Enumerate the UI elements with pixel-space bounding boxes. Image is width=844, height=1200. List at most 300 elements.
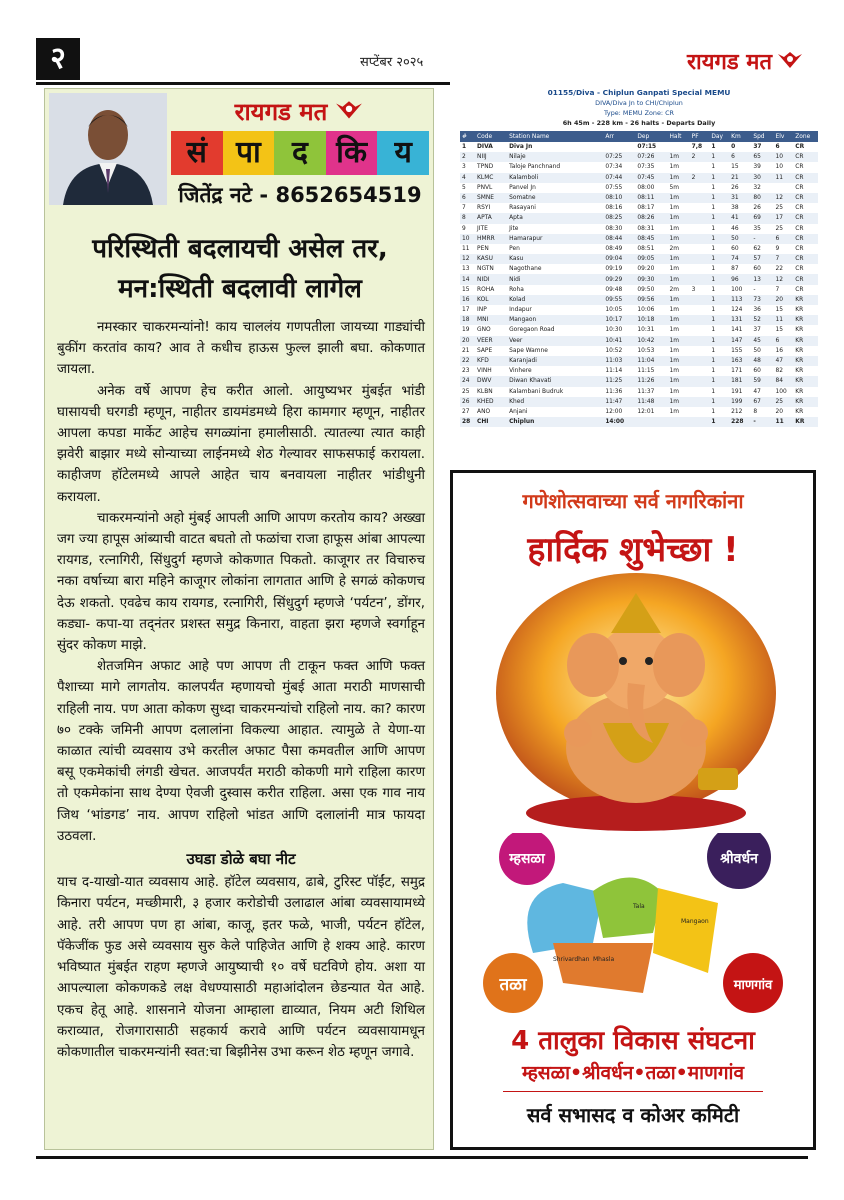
table-cell: 20	[775, 408, 784, 415]
table-cell: SAPE	[477, 347, 493, 354]
table-cell: 39	[753, 164, 761, 171]
table-cell: 141	[731, 327, 743, 334]
table-cell: CR	[795, 245, 804, 252]
table-cell: KR	[795, 368, 804, 375]
table-cell: MNI	[475, 315, 507, 325]
table-cell: CR	[795, 144, 805, 151]
table-cell: Apta	[507, 213, 603, 223]
table-cell	[690, 397, 710, 407]
table-cell: 1m	[669, 368, 679, 375]
table-cell: 32	[753, 184, 761, 191]
table-row	[460, 162, 818, 172]
table-cell: 2m	[669, 245, 679, 252]
table-cell: 5m	[669, 184, 679, 191]
table-cell: -	[753, 286, 756, 293]
table-cell: KR	[793, 376, 818, 386]
table-cell: 1	[709, 173, 729, 183]
table-cell: 11:47	[603, 397, 635, 407]
table-cell: 1m	[667, 152, 689, 162]
table-cell	[690, 366, 710, 376]
table-cell: 36	[753, 307, 761, 314]
table-cell: KFD	[475, 356, 507, 366]
table-cell: 20	[460, 336, 475, 346]
table-cell: 2	[690, 173, 710, 183]
table-cell: 60	[753, 266, 761, 273]
table-cell: 1	[709, 376, 729, 386]
section-letter-5: य	[377, 131, 429, 175]
bubble-tala: तळा	[499, 975, 527, 995]
table-cell: VEER	[475, 336, 507, 346]
table-cell: 171	[731, 368, 743, 375]
table-cell: 100	[731, 286, 743, 293]
table-cell: 1m	[667, 274, 689, 284]
table-cell: 1m	[669, 347, 679, 354]
ganesha-illustration	[483, 573, 789, 833]
table-cell: 1	[709, 295, 729, 305]
table-cell: HMRR	[475, 234, 507, 244]
table-cell: SMNE	[475, 193, 507, 203]
table-cell: CR	[793, 193, 818, 203]
table-cell: Pen	[509, 245, 520, 252]
table-cell: Panvel Jn	[509, 184, 536, 191]
table-cell: Taloje Panchnand	[509, 164, 561, 171]
table-cell: 1m	[669, 225, 679, 232]
table-cell: 12:01	[637, 408, 655, 415]
table-cell: CR	[793, 152, 818, 162]
table-cell: 1	[709, 213, 729, 223]
table-cell: Nilaje	[507, 152, 603, 162]
table-cell: 1	[709, 254, 729, 264]
table-row	[460, 295, 818, 305]
table-cell: 48	[751, 356, 773, 366]
table-cell: 10:41	[603, 336, 635, 346]
table-cell: Veer	[507, 336, 603, 346]
table-cell: 41	[729, 213, 751, 223]
ad-organization: 4 तालुका विकास संघटना	[511, 1026, 755, 1056]
table-cell: PEN	[477, 245, 489, 252]
table-cell	[690, 254, 710, 264]
table-cell: 60	[753, 368, 761, 375]
table-cell: ROHA	[477, 286, 495, 293]
table-cell: 199	[729, 397, 751, 407]
table-cell: 07:25	[603, 152, 635, 162]
table-cell	[690, 224, 710, 234]
section-title-blocks	[171, 131, 429, 175]
table-cell: RSYI	[477, 205, 491, 212]
table-cell: 10	[775, 164, 784, 171]
table-cell: 08:51	[637, 245, 655, 252]
table-cell	[603, 142, 635, 152]
table-cell: 10:18	[635, 315, 667, 325]
bubble-mangaon: माणगांव	[733, 978, 773, 993]
table-cell: Mangaon	[507, 315, 603, 325]
table-cell: 50	[729, 234, 751, 244]
table-cell: 50	[753, 347, 761, 354]
table-cell: 1	[711, 144, 716, 151]
table-cell: 11	[774, 417, 794, 427]
table-cell: 73	[751, 295, 773, 305]
table-cell: KLMC	[475, 173, 507, 183]
timetable-title: 01155/Diva - Chiplun Ganpati Special MEMU	[547, 88, 731, 97]
table-cell: 09:55	[603, 295, 635, 305]
table-row	[460, 397, 818, 407]
table-cell: Hamarapur	[507, 234, 603, 244]
table-cell: 11:37	[637, 388, 655, 395]
table-cell: Rasayani	[509, 205, 536, 212]
section-letter-4: कि	[326, 131, 378, 175]
table-cell: 1	[711, 245, 716, 252]
table-cell: KR	[795, 347, 804, 354]
table-cell: 1	[709, 315, 729, 325]
table-cell: 24	[460, 376, 475, 386]
ad-greeting: गणेशोत्सवाच्या सर्व नागरिकांना	[522, 489, 744, 513]
table-cell: 17	[462, 307, 470, 314]
table-cell	[690, 346, 710, 356]
table-cell: NIDI	[475, 274, 507, 284]
table-cell: 2	[460, 152, 475, 162]
table-cell: 19	[462, 327, 470, 334]
table-cell	[690, 407, 710, 417]
timetable-type-zone: Type: MEMU Zone: CR	[604, 109, 674, 117]
table-cell: 28	[460, 417, 475, 427]
table-cell: 5	[462, 184, 466, 191]
table-cell: 100	[775, 388, 787, 395]
table-cell: 11:04	[635, 356, 667, 366]
table-cell: 1	[709, 397, 729, 407]
table-row	[460, 152, 818, 162]
table-cell: 69	[751, 213, 773, 223]
table-row	[460, 224, 818, 234]
table-cell: CR	[793, 234, 818, 244]
table-cell: 12:00	[605, 408, 623, 415]
table-cell: 10	[774, 152, 794, 162]
table-cell: 62	[753, 245, 761, 252]
table-cell: 84	[774, 376, 794, 386]
table-cell: DWV	[475, 376, 507, 386]
table-cell: 22	[775, 266, 784, 273]
footer-rule	[36, 1156, 808, 1159]
table-cell: 11:36	[605, 388, 623, 395]
column-header: Zone	[793, 131, 818, 142]
table-cell	[690, 305, 710, 315]
table-row	[460, 356, 818, 366]
table-cell: 1	[711, 164, 716, 171]
map-label-tala: Tala	[633, 903, 645, 910]
table-cell: 7	[775, 286, 780, 293]
table-cell: KR	[793, 336, 818, 346]
table-cell: 9	[775, 245, 780, 252]
table-cell: 1	[709, 356, 729, 366]
table-cell: CR	[793, 173, 818, 183]
table-cell: 12	[774, 193, 794, 203]
table-cell: Goregaon Road	[509, 327, 555, 334]
table-cell: KASU	[475, 254, 507, 264]
table-cell: 07:15	[637, 144, 657, 151]
table-cell: 10:30	[605, 327, 623, 334]
table-cell: JITE	[477, 225, 488, 232]
table-body	[460, 142, 818, 427]
table-cell	[690, 193, 710, 203]
table-cell: 1	[711, 225, 716, 232]
table-cell: 52	[751, 315, 773, 325]
table-cell: 12	[460, 254, 475, 264]
table-cell: CR	[793, 274, 818, 284]
table-cell	[690, 417, 710, 427]
table-cell	[690, 356, 710, 366]
table-cell	[690, 213, 710, 223]
table-cell: 10:06	[637, 307, 655, 314]
table-cell: 3	[691, 286, 696, 293]
table-cell	[690, 336, 710, 346]
table-cell: CR	[795, 286, 804, 293]
column-header: Spd	[751, 131, 773, 142]
column-header: Dep	[635, 131, 667, 142]
table-cell: 25	[775, 225, 784, 232]
table-cell: 1	[462, 144, 467, 151]
table-cell: GNO	[477, 327, 491, 334]
table-cell: KOL	[475, 295, 507, 305]
table-cell: Kalambani Budruk	[509, 388, 564, 395]
table-cell: 18	[460, 315, 475, 325]
table-cell: 1m	[669, 408, 679, 415]
table-cell: 57	[751, 254, 773, 264]
table-cell: 22	[460, 356, 475, 366]
table-cell: CR	[795, 225, 804, 232]
table-cell: 67	[751, 397, 773, 407]
table-cell: 1	[711, 368, 716, 375]
table-cell: Khed	[507, 397, 603, 407]
table-cell: 59	[751, 376, 773, 386]
table-cell: 10:52	[605, 347, 623, 354]
editorial-column	[44, 88, 434, 1150]
table-cell: 26	[753, 205, 761, 212]
column-header: PF	[690, 131, 710, 142]
eagle-logo-icon	[333, 97, 365, 125]
section-letter-1: सं	[171, 131, 223, 175]
table-cell: 1	[709, 417, 729, 427]
table-cell	[667, 142, 689, 152]
table-cell: CR	[793, 254, 818, 264]
table-cell: 131	[729, 315, 751, 325]
editorial-article	[57, 317, 425, 1063]
table-cell: CR	[795, 266, 804, 273]
table-cell: CR	[795, 164, 804, 171]
table-cell: TPND	[477, 164, 494, 171]
table-cell: 80	[751, 193, 773, 203]
table-cell: 10:17	[603, 315, 635, 325]
table-cell: 07:45	[635, 173, 667, 183]
table-cell: 25	[775, 205, 784, 212]
column-header: #	[460, 131, 475, 142]
table-cell	[690, 315, 710, 325]
table-cell: 1m	[667, 315, 689, 325]
editorial-headline	[53, 229, 427, 309]
table-cell: 7	[462, 205, 466, 212]
table-cell: CR	[795, 184, 804, 191]
table-cell: 14	[460, 274, 475, 284]
table-cell: 1m	[669, 205, 679, 212]
table-cell: 1	[711, 286, 716, 293]
table-cell: 228	[729, 417, 751, 427]
table-cell: 87	[731, 266, 739, 273]
table-cell: DIVA	[477, 144, 493, 151]
table-cell: 15	[775, 327, 784, 334]
table-cell: 11:25	[603, 376, 635, 386]
table-cell: 09:20	[637, 266, 655, 273]
table-cell: -	[751, 417, 773, 427]
table-cell: 08:49	[605, 245, 623, 252]
table-cell: 08:45	[635, 234, 667, 244]
table-cell: 25	[462, 388, 470, 395]
table-cell: KR	[795, 327, 804, 334]
table-cell	[690, 264, 710, 274]
table-cell: 27	[462, 408, 470, 415]
table-cell	[690, 203, 710, 213]
table-cell: Kalamboli	[507, 173, 603, 183]
table-cell: 08:10	[603, 193, 635, 203]
headline-line-1: परिस्थिती बदलायची असेल तर,	[92, 234, 388, 264]
table-cell: 96	[729, 274, 751, 284]
table-cell: 6	[729, 152, 751, 162]
table-cell: 8	[460, 213, 475, 223]
table-cell: 163	[729, 356, 751, 366]
table-cell: 0	[731, 144, 736, 151]
table-cell: 13	[462, 266, 470, 273]
table-cell	[690, 387, 710, 397]
table-cell	[690, 234, 710, 244]
map-label-mangaon: Mangaon	[681, 918, 709, 925]
table-cell	[690, 295, 710, 305]
table-cell: 6	[775, 144, 780, 151]
table-cell: 10:42	[635, 336, 667, 346]
editorial-masthead	[171, 93, 429, 209]
ad-divider	[503, 1091, 763, 1092]
column-header: Arr	[603, 131, 635, 142]
column-header: Day	[709, 131, 729, 142]
timetable-route: DIVA/Diva Jn to CHI/Chiplun	[595, 99, 683, 107]
ad-wish: हार्दिक शुभेच्छा !	[527, 530, 739, 570]
table-cell: 47	[774, 356, 794, 366]
table-cell	[667, 417, 689, 427]
table-cell: 07:34	[605, 164, 623, 171]
table-cell: 1m	[667, 376, 689, 386]
table-cell: 155	[731, 347, 743, 354]
table-row	[460, 315, 818, 325]
bubble-mhasla: म्हसळा	[509, 851, 545, 867]
table-cell: 21	[729, 173, 751, 183]
table-cell: 124	[731, 307, 743, 314]
table-cell: 7	[774, 254, 794, 264]
table-row	[460, 305, 818, 315]
table-cell: 74	[729, 254, 751, 264]
table-cell: 6	[774, 336, 794, 346]
article-subheading: उघडा डोळे बघा नीट	[186, 850, 296, 869]
eagle-logo-icon	[776, 48, 804, 74]
table-row	[460, 376, 818, 386]
masthead-brand-name: रायगड मत	[234, 97, 328, 126]
table-cell: 07:35	[637, 164, 655, 171]
table-cell: 07:55	[605, 184, 623, 191]
table-cell: 6	[774, 234, 794, 244]
table-cell	[690, 183, 710, 193]
table-cell: CHI	[475, 417, 507, 427]
table-cell: 1	[711, 408, 716, 415]
table-row	[460, 234, 818, 244]
article-closing-paragraph: याच द-याखो-यात व्यवसाय आहे. हॉटेल व्यवसाय, ढाबे, टुरिस्ट पॉईंट, समुद्र किनारा पर्यटन, मच्छीमारी, ३ हजार करोडोची उलाढाल आंबा व्यवसायामध्ये आहे. तरी आपण पण हा आंबा, काजू, इतर फळे, भाजी, पर्यटन हॉटेल, पॅकेजींक फुड असे व्यवसाय सुरु केले पाहिजेत आणि हे शक्य आहे. कारण भविष्यात मुंबईत राहण म्हणजे आयुष्याची १० वर्षे घटविणे होय. अशा या आपल्याला कोकणकडे लक्ष वेधण्यासाठी महाआंदोलन छेडन्यात येत आहे. एकच हेतू आहे. शासनाने योजना आम्हाला द्याव्यात, नियम अटी शिथिल कराव्यात, रोजगारासाठी सहकार्य करावे आणि पर्यटन व्यवसायामधून कोकणातील चाकरमन्यांनी स्वत:चा बिझीनेस उभा करून शेठ म्हणून जगावे.	[57, 875, 425, 1060]
table-row	[460, 346, 818, 356]
table-row	[460, 387, 818, 397]
table-cell: 1	[711, 266, 716, 273]
table-cell: 16	[460, 295, 475, 305]
table-cell: Nidi	[507, 274, 603, 284]
table-row	[460, 173, 818, 183]
table-cell: 11:03	[603, 356, 635, 366]
table-cell: 82	[775, 368, 784, 375]
ad-footer: सर्व सभासद व कोअर कमिटी	[526, 1103, 740, 1127]
table-cell: Anjani	[509, 408, 528, 415]
table-cell: 1m	[669, 388, 679, 395]
train-timetable	[450, 82, 828, 462]
table-row	[460, 417, 818, 427]
table-cell: -	[751, 234, 773, 244]
table-row	[460, 213, 818, 223]
table-cell: 10:05	[605, 307, 623, 314]
table-cell: Kolad	[507, 295, 603, 305]
table-cell: 60	[731, 245, 739, 252]
table-cell: 11	[462, 245, 470, 252]
table-cell: 46	[731, 225, 739, 232]
editor-photo	[49, 93, 167, 205]
table-row	[460, 366, 818, 376]
table-cell: 11:14	[605, 368, 623, 375]
article-paragraph-4: शेतजमिन अफाट आहे पण आपण ती टाकून फक्त आणि फक्त पैशाच्या मागे लागतोय. कालपर्यंत म्हणायचो मुंबई आता मराठी माणसाची राहिली नाय. पण आता कोकण सुध्दा चाकरमन्यांचो राहिलो नाय. का? कारण ७० टक्के जमिनी आपण दलालांना विकल्या आहात. त्यामुळे ते येणा-या काळात त्यांची व्यवसाय उभे करतील अफाट पैसा कमवतील आणि आपण बसू एकमेकांची लंगडी खेचत. आजपर्यंत मराठी कोकणी मागे राहिला कारण तो एकमेकांना साथ देण्या ऐवजी दुस्वास करीत राहिला. असा एक गाव नाय जिथ ‘भांडगड’ नाय. आपण राहिलो भांडत आणि दलालांनी मात्र फायदा उठवला.	[57, 659, 425, 844]
table-cell: 3	[462, 164, 466, 171]
table-cell: 212	[731, 408, 743, 415]
table-cell: APTA	[475, 213, 507, 223]
table-cell: 15	[462, 286, 470, 293]
table-cell: KR	[793, 315, 818, 325]
page-number: २	[36, 38, 80, 80]
table-cell: 1	[709, 234, 729, 244]
table-cell: KR	[793, 356, 818, 366]
table-cell: 8	[753, 408, 758, 415]
table-cell: 1m	[667, 397, 689, 407]
table-row	[460, 264, 818, 274]
table-cell: 10:31	[637, 327, 655, 334]
table-cell: KR	[795, 388, 804, 395]
table-cell: 38	[731, 205, 739, 212]
table-cell: NGTN	[477, 266, 494, 273]
table-cell: 12	[774, 274, 794, 284]
table-cell: 30	[751, 173, 773, 183]
table-cell: 09:30	[635, 274, 667, 284]
table-cell: 37	[753, 144, 762, 151]
table-cell: 11	[774, 315, 794, 325]
table-cell: 07:44	[603, 173, 635, 183]
table-cell: CR	[793, 213, 818, 223]
brand-name: रायगड मत	[687, 50, 772, 75]
table-cell: 11	[774, 173, 794, 183]
table-cell: 08:25	[603, 213, 635, 223]
column-header: Km	[729, 131, 751, 142]
table-row	[460, 285, 818, 295]
headline-line-2: मन:स्थिती बदलावी लागेल	[118, 274, 362, 304]
table-row	[460, 274, 818, 284]
festival-advertisement	[450, 470, 816, 1150]
header-brand	[687, 46, 804, 76]
table-cell: 1m	[667, 173, 689, 183]
timetable-table	[460, 131, 818, 427]
